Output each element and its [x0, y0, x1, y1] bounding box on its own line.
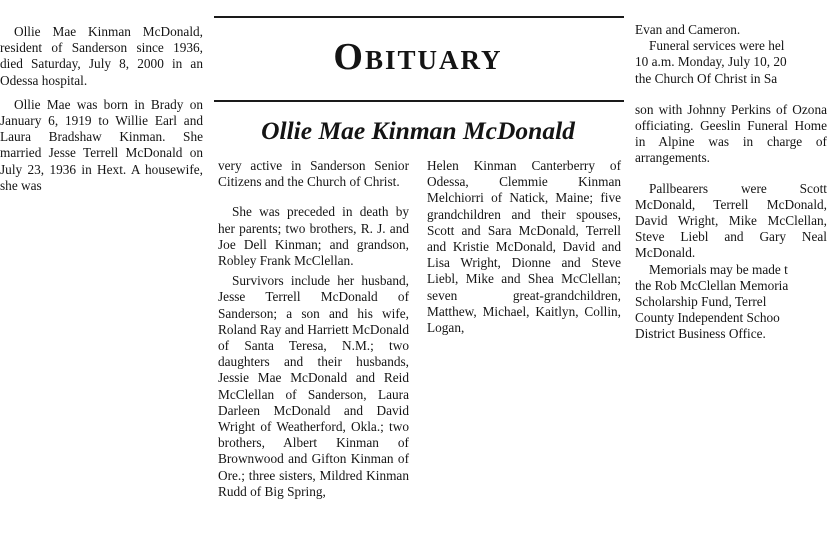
- obituary-banner: Obituary: [333, 36, 503, 78]
- paragraph-preceded: She was preceded in death by her parents; two brothers, R. J. and Joe Dell Kinman; and grandson, Robley Frank McClellan.: [218, 204, 409, 269]
- memorials-line: County Independent Schoo: [635, 310, 780, 326]
- memorials-line: Memorials may be made t: [649, 261, 788, 277]
- paragraph-survivors-continued: Helen Kinman Canterberry of Odessa, Clemmie Kinman Melchiorri of Natick, Maine; five grandchildren and their spouses, Scott and Sara McDonald, Terrell and Kristie McDonald, David and Lisa Wright, Dionne and Steve Liebl, Mike and Shea McClellan; seven great-grandchildren, Matthew, Michael, Kaitlyn, Collin, Logan,: [427, 158, 621, 336]
- memorials-line: the Rob McClellan Memoria: [635, 277, 789, 293]
- paragraph-funeral-continued: son with Johnny Perkins of Ozona officiating. Geeslin Funeral Home in Alpine was in charge of arrangements.: [635, 101, 827, 166]
- header-top-rule: [214, 16, 624, 18]
- memorials-line: Scholarship Fund, Terrel: [635, 294, 767, 310]
- deceased-name-heading: Ollie Mae Kinman McDonald: [261, 116, 575, 145]
- header-bottom-rule: [214, 100, 624, 102]
- paragraph-death-notice: Ollie Mae Kinman McDonald, resident of Sanderson since 1936, died Saturday, July 8, 2000 in an Odessa hospital.: [0, 24, 203, 88]
- funeral-line: the Church Of Christ in Sa: [635, 70, 778, 86]
- funeral-line: 10 a.m. Monday, July 10, 20: [635, 54, 787, 70]
- column-4: [635, 22, 827, 343]
- column-2: [218, 158, 409, 500]
- paragraph-survivors-end: Evan and Cameron.: [635, 22, 741, 37]
- paragraph-pallbearers: Pallbearers were Scott McDonald, Terrell McDonald, David Wright, Mike McClellan, Steve Liebl and Gary Neal McDonald.: [635, 180, 827, 261]
- funeral-line: Funeral services were hel: [649, 38, 785, 54]
- funeral-lines: [635, 38, 827, 87]
- paragraph-survivors: Survivors include her husband, Jesse Terrell McDonald of Sanderson; a son and his wife, Roland Ray and Harriett McDonald of Santa Teresa, N.M.; two daughters and their husbands, Jessie Mae McDonald and Reid McClellan of Sanderson, Laura Darleen McDonald and David Wright of Weatherford, Okla.; two brothers, Albert Kinman of Brownwood and Gifton Kinman of Ore.; three sisters, Mildred Kinman Rudd of Big Spring,: [218, 273, 409, 499]
- memorials-line: District Business Office.: [635, 326, 766, 342]
- memorials-lines: [635, 262, 827, 343]
- column-1: [0, 24, 203, 194]
- paragraph-birth: Ollie Mae was born in Brady on January 6, 1919 to Willie Earl and Laura Bradshaw Kinman. She married Jesse Terrell McDonald on July 23, 1936 in Hext. A housewife, she was: [0, 96, 203, 193]
- paragraph-activities: very active in Sanderson Senior Citizens and the Church of Christ.: [218, 158, 409, 190]
- column-3: [427, 158, 621, 336]
